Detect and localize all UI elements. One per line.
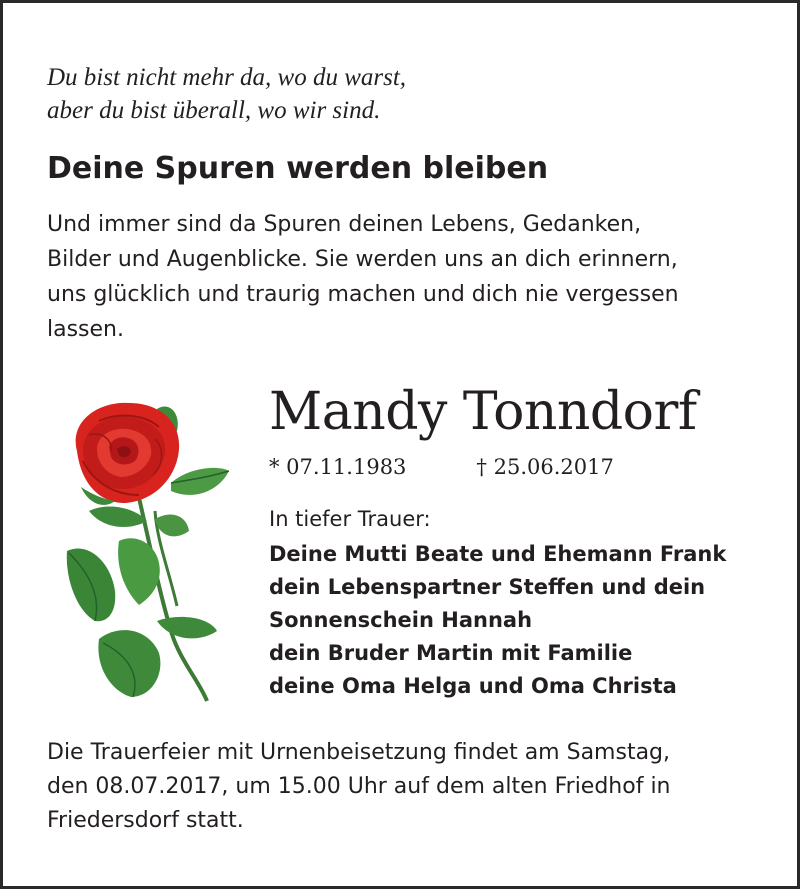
mourning-label: In tiefer Trauer: — [269, 507, 431, 531]
mourner-line: Deine Mutti Beate und Ehemann Frank — [269, 542, 727, 566]
mourner-line: Sonnenschein Hannah — [269, 608, 533, 632]
life-dates — [269, 453, 614, 481]
mourner-line: dein Bruder Martin mit Familie — [269, 641, 633, 665]
deceased-name: Mandy Tonndorf — [269, 382, 697, 442]
intro-line: Bilder und Augenblicke. Sie werden uns an dich erinnern, — [47, 247, 678, 272]
verse-line: Du bist nicht mehr da, wo du warst, — [47, 64, 407, 91]
mourners-list — [269, 538, 789, 703]
service-line: Friedersdorf statt. — [47, 808, 244, 833]
intro-line: uns glücklich und traurig machen und dich nie vergessen — [47, 282, 679, 307]
intro-line: lassen. — [47, 317, 124, 342]
red-rose-icon — [59, 391, 239, 711]
service-announcement — [47, 736, 777, 838]
verse-line: aber du bist überall, wo wir sind. — [47, 97, 381, 124]
death-date: † 25.06.2017 — [476, 455, 614, 479]
birth-date: * 07.11.1983 — [269, 455, 407, 479]
intro-line: Und immer sind da Spuren deinen Lebens, Gedanken, — [47, 212, 642, 237]
mourner-line: dein Lebenspartner Steffen und dein — [269, 575, 706, 599]
intro-text — [47, 207, 767, 347]
headline: Deine Spuren werden bleiben — [47, 151, 549, 186]
mourner-line: deine Oma Helga und Oma Christa — [269, 674, 677, 698]
service-line: den 08.07.2017, um 15.00 Uhr auf dem alten Friedhof in — [47, 774, 671, 799]
service-line: Die Trauerfeier mit Urnenbeisetzung findet am Samstag, — [47, 740, 671, 765]
verse — [47, 61, 747, 127]
